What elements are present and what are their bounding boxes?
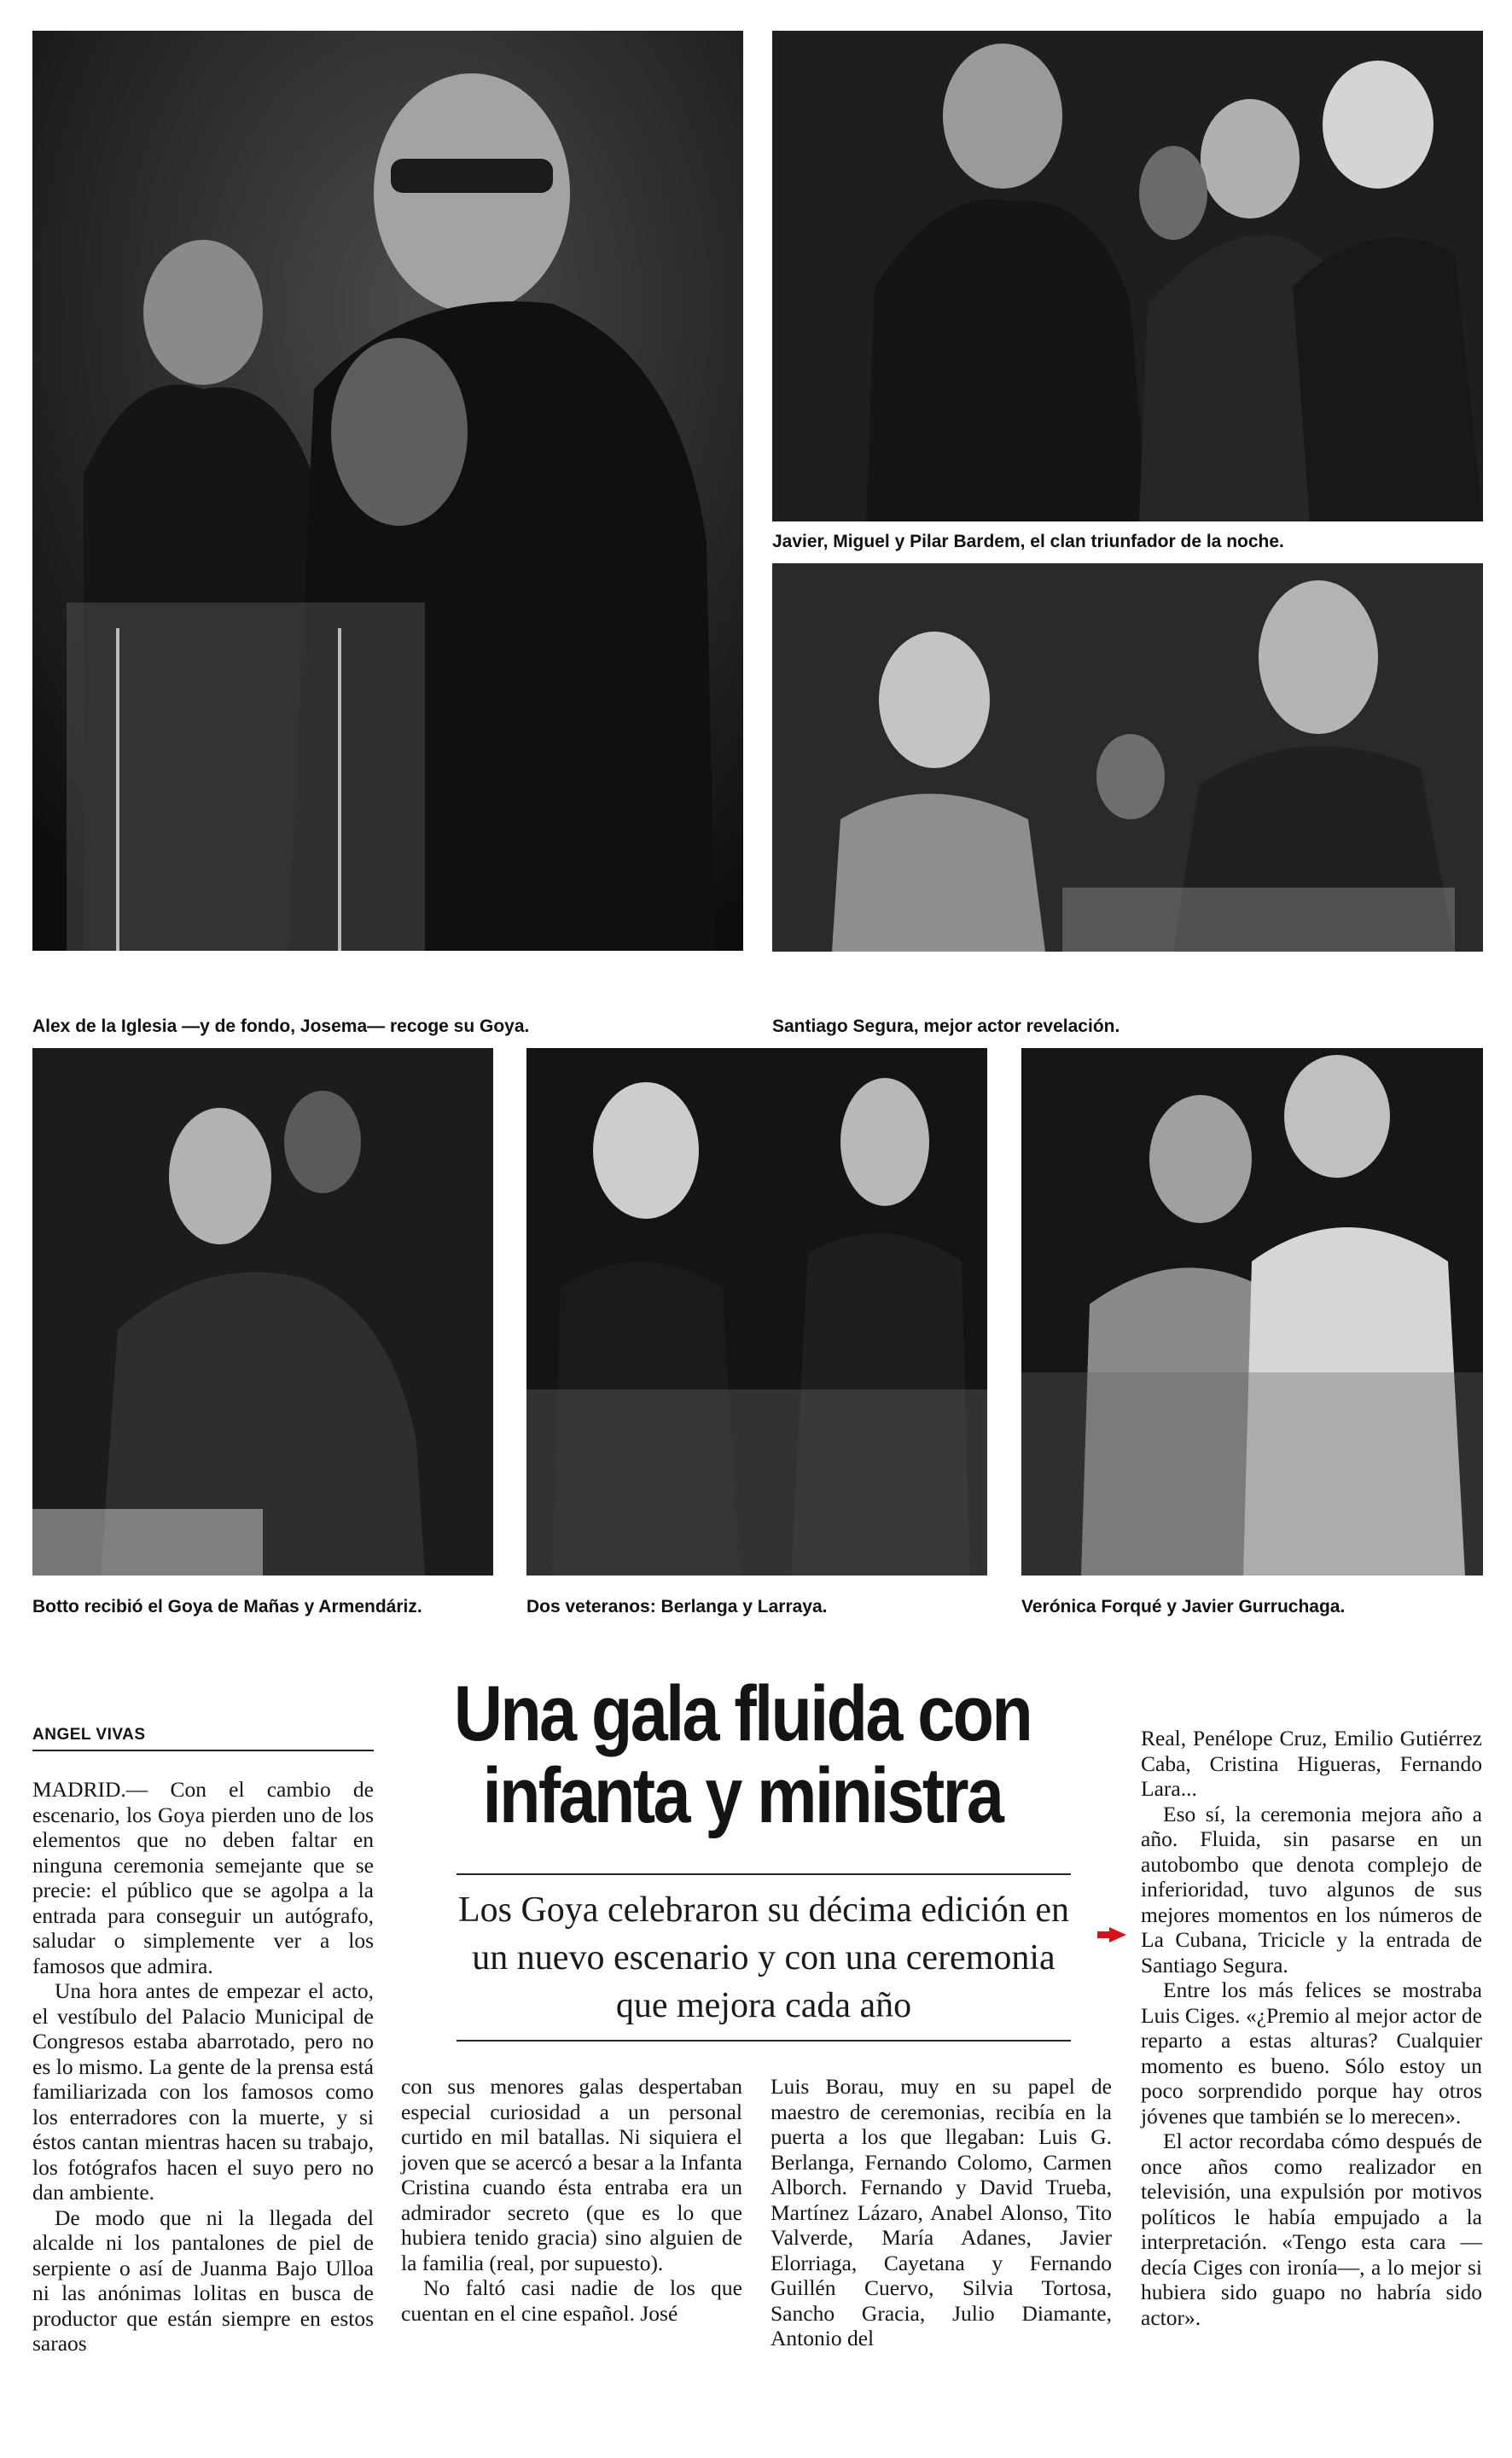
column-3-paragraph-1: Luis Borau, muy en su papel de maestro de ceremonias, recibía en la puerta a los que llegaban: Luis G. Berlanga, Fernando Colomo, Carmen Alborch. Fernando y David Trueba, Martínez Lázaro, Anabel Alonso, Tito Valverde, María Adanes, Javier Elorriaga, Cayetana y Fernando Guillén Cuervo, Silvia Tortosa, Sancho Gracia, Julio Diamante, Antonio del bbox=[771, 2074, 1112, 2350]
caption-photo-4: Botto recibió el Goya de Mañas y Armendáriz. bbox=[32, 1597, 422, 1616]
photo-alex-de-la-iglesia bbox=[32, 31, 743, 951]
photo-botto bbox=[32, 1048, 493, 1576]
column-1-paragraph-1: MADRID.— Con el cambio de escenario, los Goya pierden uno de los elementos que no deben faltar en ninguna ceremonia semejante que se precie: el público que se agolpa a la entrada para conseguir un autógrafo, saludar o simplemente ver a los famosos que admira. bbox=[32, 1777, 374, 1978]
headline-line-1: Una gala fluida con bbox=[453, 1670, 1032, 1757]
red-arrow-marker-icon bbox=[1109, 1927, 1126, 1943]
column-4-paragraph-1: Real, Penélope Cruz, Emilio Gutiérrez Caba, Cristina Higueras, Fernando Lara... bbox=[1141, 1726, 1482, 1801]
dateline: MADRID.— bbox=[32, 1777, 148, 1802]
column-4-paragraph-3: Entre los más felices se mostraba Luis Ciges. «¿Premio al mejor actor de reparto a estas alturas? Cualquier momento es bueno. Sólo estoy un poco sorprendido porque hay otros jóvenes que también se lo merecen». bbox=[1141, 1977, 1482, 2129]
caption-photo-3: Santiago Segura, mejor actor revelación. bbox=[772, 1016, 1120, 1036]
column-1-paragraph-3: De modo que ni la llegada del alcalde ni los pantalones de piel de serpiente o así de Juanma Bajo Ulloa ni las anónimas lolitas en busca de productor que están siempre en estos saraos bbox=[32, 2205, 374, 2356]
photo-berlanga-larraya bbox=[526, 1048, 987, 1576]
caption-photo-6: Verónica Forqué y Javier Gurruchaga. bbox=[1021, 1597, 1346, 1616]
article-column-2 bbox=[401, 2074, 742, 2326]
subhead: Los Goya celebraron su décima edición en un nuevo escenario y con una ceremonia que mejora cada año bbox=[457, 1890, 1070, 2025]
photo-santiago-segura bbox=[772, 563, 1483, 952]
subhead-top-rule bbox=[457, 1873, 1071, 1875]
headline bbox=[449, 1670, 1036, 1839]
column-4-paragraph-2: Eso sí, la ceremonia mejora año a año. Fluida, sin pasarse en un autobombo que denota complejo de inferioridad, tuvo algunos de sus mejores momentos en los números de La Cubana, Tricicle y la entrada de Santiago Segura. bbox=[1141, 1801, 1482, 1977]
photo-bardem-family bbox=[772, 31, 1483, 521]
headline-line-2: infanta y ministra bbox=[482, 1752, 1003, 1839]
subhead-bottom-rule bbox=[457, 2040, 1071, 2042]
article-column-4 bbox=[1141, 1726, 1482, 2330]
column-2-paragraph-1: con sus menores galas despertaban especial curiosidad a un personal curtido en mil batallas. Ni siquiera el joven que se acercó a besar a la Infanta Cristina cuando ésta entraba era un admirador secreto (que es lo que hubiera tenido gracia) sino alguien de la familia (real, por supuesto). bbox=[401, 2074, 742, 2275]
column-2-paragraph-2: No faltó casi nadie de los que cuentan en el cine español. José bbox=[401, 2275, 742, 2326]
byline: ANGEL VIVAS bbox=[32, 1726, 374, 1751]
caption-photo-1: Alex de la Iglesia —y de fondo, Josema— recoge su Goya. bbox=[32, 1016, 530, 1036]
caption-photo-2: Javier, Miguel y Pilar Bardem, el clan triunfador de la noche. bbox=[772, 532, 1284, 551]
column-1-paragraph-2: Una hora antes de empezar el acto, el vestíbulo del Palacio Municipal de Congresos estaba abarrotado, pero no es lo mismo. La gente de la prensa está familiarizada con los famosos como los enterradores con la muerte, y si éstos cantan mientras hacen su trabajo, los fotógrafos hacen el suyo pero no dan ambiente. bbox=[32, 1978, 374, 2205]
photo-forque-gurruchaga bbox=[1021, 1048, 1483, 1576]
column-4-paragraph-4: El actor recordaba cómo después de once años como realizador en televisión, una expulsión por motivos políticos le había empujado a la interpretación. «Tengo esta cara —decía Ciges con ironía—, a lo mejor si hubiera sido guapo no habría sido actor». bbox=[1141, 2129, 1482, 2330]
article-column-1 bbox=[32, 1777, 374, 2356]
article-column-3 bbox=[771, 2074, 1112, 2351]
caption-photo-5: Dos veteranos: Berlanga y Larraya. bbox=[526, 1597, 828, 1616]
